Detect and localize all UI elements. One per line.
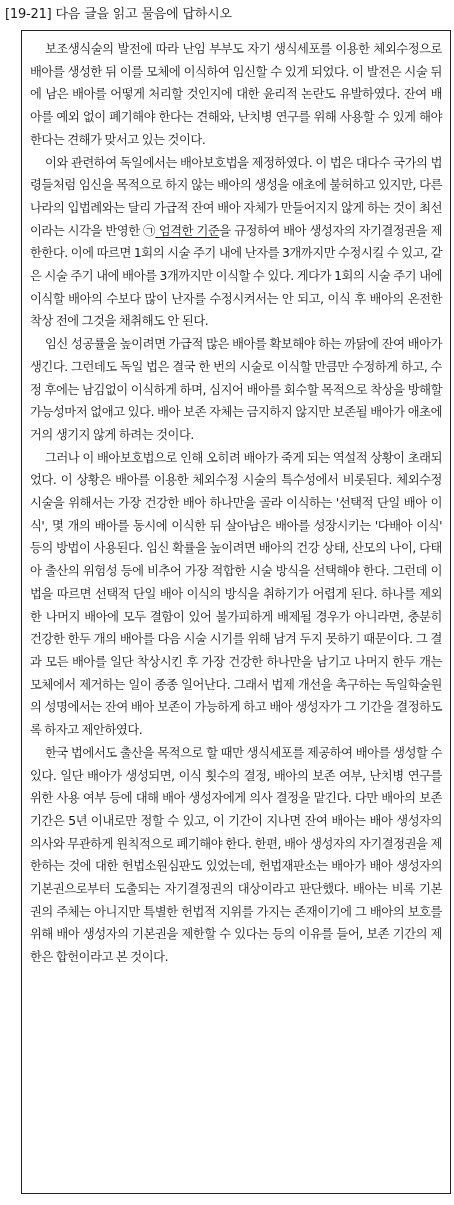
paragraph-2-text-after: 을 규정하여 배아 생성자의 자기결정권을 제한한다. 이에 따르면 1회의 시술 주기 내에 난자를 3개까지만 수정시킬 수 있고, 같은 시술 주기 내에 배아를 3개까지만 이식할 수 있다. 게다가 1회의 시술 주기 내에 이식할 배아의 수보다 많이 난자를 수정시켜서는 안 되고, 이식 후 배아의 온전한 착상 전에 그것을 채취해도 안 된다. — [30, 223, 442, 329]
paragraph-1: 보조생식술의 발전에 따라 난임 부부도 자기 생식세포를 이용한 체외수정으로 배아를 생성한 뒤 이를 모체에 이식하여 임신할 수 있게 되었다. 이 발전은 시술 뒤에 남은 배아를 어떻게 처리할 것인지에 대한 윤리적 논란도 유발하였다. 잔여 배아를 예외 없이 폐기해야 한다는 견해와, 난치병 연구를 위해 사용할 수 있게 해야 한다는 견해가 맞서고 있는 것이다. — [30, 42, 442, 147]
circled-marker-a: ㉠ — [143, 223, 156, 238]
question-range-heading: [19-21] 다음 글을 읽고 물음에 답하시오 — [5, 7, 232, 22]
paragraph-2 — [30, 152, 442, 334]
paragraph-3: 임신 성공률을 높이려면 가급적 많은 배아를 확보해야 하는 까닭에 잔여 배아가 생긴다. 그런데도 독일 법은 결국 한 번의 시술로 이식할 만큼만 수정하게 하고, 수정 후에는 남김없이 이식하게 하며, 심지어 배아를 회수할 목적으로 착상을 방해할 가능성마저 없애고 있다. 배아 보존 자체는 금지하지 않지만 보존될 배아가 애초에 거의 생기지 않게 하려는 것이다. — [30, 337, 442, 442]
underlined-strict-criteria: 엄격한 기준 — [155, 223, 220, 238]
paragraph-5: 한국 법에서도 출산을 목적으로 할 때만 생식세포를 제공하여 배아를 생성할 수 있다. 일단 배아가 생성되면, 이식 횟수의 결정, 배아의 보존 여부, 난치병 연구를 위한 사용 여부 등에 대해 배아 생성자에게 의사 결정을 맡긴다. 다만 배아의 보존 기간은 5년 이내로만 정할 수 있고, 이 기간이 지나면 잔여 배아는 배아 생성자의 의사와 무관하게 원칙적으로 폐기해야 한다. 한편, 배아 생성자의 자기결정권을 제한하는 것에 대한 헌법소원심판도 있었는데, 헌법재판소는 배아가 배아 생성자의 기본권으로부터 도출되는 자기결정권의 대상이라고 판단했다. 배아는 비록 기본권의 주체는 아니지만 특별한 헌법적 지위를 가지는 존재이기에 그 배아의 보호를 위해 배아 생성자의 기본권을 제한할 수 있다는 등의 이유를 들어, 보존 기간의 제한은 합헌이라고 본 것이다. — [30, 745, 442, 965]
paragraph-4: 그러나 이 배아보호법으로 인해 오히려 배아가 죽게 되는 역설적 상황이 초래되었다. 이 상황은 배아를 이용한 체외수정 시술의 특수성에서 비롯된다. 체외수정 시술을 위해서는 가장 건강한 배아 하나만을 골라 이식하는 '선택적 단일 배아 이식', 몇 개의 배아를 동시에 이식한 뒤 살아남은 배아를 성장시키는 '다배아 이식' 등의 방법이 사용된다. 임신 확률을 높이려면 배아의 건강 상태, 산모의 나이, 다태아 출산의 위험성 등에 비추어 가장 적합한 시술 방식을 선택해야 한다. 그런데 이 법을 따르면 선택적 단일 배아 이식의 방식을 취하기가 어렵게 된다. 하나를 제외한 나머지 배아에 모두 결함이 있어 불가피하게 배제될 경우가 아니라면, 충분히 건강한 한두 개의 배아를 다음 시술 시기를 위해 남겨 두지 못하기 때문이다. 그 결과 모든 배아를 일단 착상시킨 후 가장 건강한 하나만을 남기고 나머지 한두 개는 모체에서 제거하는 일이 종종 일어난다. 그래서 법제 개선을 촉구하는 독일학술원의 성명에서는 잔여 배아 보존이 가능하게 하고 배아 생성자가 그 기간을 결정하도록 하자고 제안하였다. — [30, 450, 442, 738]
reading-passage — [21, 30, 451, 1194]
paragraph-2-text-before: 이와 관련하여 독일에서는 배아보호법을 제정하였다. 이 법은 대다수 국가의 법령들처럼 임신을 목적으로 하지 않는 배아의 생성을 애초에 불허하고 있지만, 다른 나라의 입법례와는 달리 가급적 잔여 배아 자체가 만들어지지 않게 하는 것이 최선이라는 시각을 반영한 — [30, 155, 442, 238]
